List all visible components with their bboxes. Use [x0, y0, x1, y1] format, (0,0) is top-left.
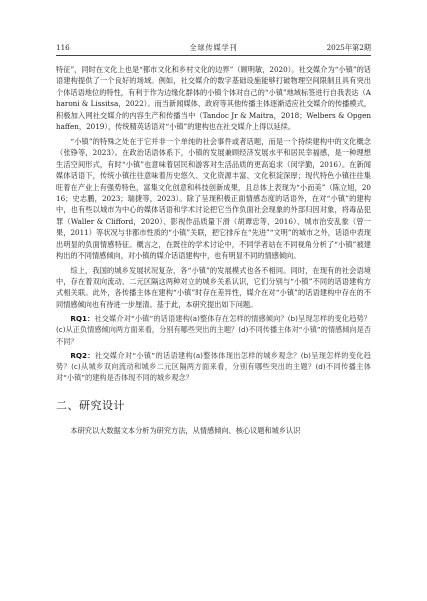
issue-label: 2025年第2期 — [326, 43, 371, 52]
research-question-1 — [56, 313, 371, 347]
section-heading: 二、研究设计 — [56, 399, 125, 413]
rq-text: 社交媒介对“小镇”的话语建构(a)整体存在怎样的情感倾向？(b)呈现怎样的变化趋势？(c)从正负情感倾向两方面来看，分别有哪些突出的主题？(d)不同传播主体对“小镇”的情感倾向是否不同？ — [56, 314, 371, 346]
rq-text: 社交媒介对“小镇”的话语建构(a)整体体现出怎样的城乡观念？(b)呈现怎样的变化趋势？(c)从城乡双向流动和城乡二元区隔两方面来看，分别有哪些突出的主题？(d)不同传播主体对“小镇”的建构是否体现不同的城乡观念？ — [56, 350, 371, 383]
research-question-2 — [56, 350, 371, 384]
rq-label: RQ1： — [70, 314, 95, 324]
paragraph: 特征”，同时在文化上也是“都市文化和乡村文化的边界”（顾明敏，2020）。社交媒介为“小镇”的话语建构提供了一个良好的场域。例如，社交媒介的数字基础设施能够打破物理空间限制且具有突出个体话语地位的特性，有利于作为边缘化群体的小镇个体对自己的“小镇”地域标签进行自我表达（Aharoni & Lissitsa，2022）。而当新闻媒体、政府等其他传播主体逐渐适应社交媒介的传播模式，积极加入网社交媒介的内容生产和传播当中（Tandoc Jr & Maitra，2018；Welbers & Opgenhaffen，2019），传统精英话语对“小镇”的建构也在社交媒介上得以延续。 — [56, 65, 371, 132]
journal-title: 全球传媒学刊 — [189, 43, 238, 52]
rq-label: RQ2： — [70, 350, 95, 360]
paragraph: 本研究以大数据文本分析为研究方法，从情感倾向、核心议题和城乡认识 — [70, 426, 301, 436]
paragraph: 综上，我国的城乡发展状况复杂，各“小镇”的发展模式也各不相同。同时，在现有的社会语境中，存在着双向流动、二元区隔这两种对立的城乡关系认识，它们分别与“小镇”不同的话语建构方式相关联。此外，各传播主体在建构“小镇”时存在差异性，媒介在对“小镇”的话语建构中存在的不同情感倾向也有待进一步厘清。基于此，本研究提出如下问题。 — [56, 265, 371, 309]
article-body — [56, 64, 371, 437]
running-header — [56, 42, 371, 54]
page-number: 116 — [56, 43, 70, 52]
header-rule — [56, 55, 371, 56]
paragraph: “小镇”的特殊之处在于它并非一个单纯的社会事件或者话题，而是一个持续建构中的文化概念（张铮等，2023）。在政治话语体系下，小镇的发展兼顾经济发展水平和居民幸福感，是一种理想生活空间形式，有时“小镇”也意味着居民和游客对生活品质的更高追求（闵学勤，2016）。在新闻媒体话语下，传统小镇往往意味着历史悠久、文化资源丰富、文化积淀深厚；现代特色小镇往往集旺着在产业上有强势特色，富集文化创意和科技创新成果，且总体上表现为“小而美”（陈立旭，2016；史志鹏，2023；瑞捷等，2023）。除了呈现积极正面情感态度的话语外，在对“小镇”的建构中，也有些以城市为中心的媒体话语和学术讨论把它当作负面社会现象的外部归因对象，将毒品犯罪（Waller & Clifford，2020）、影视作品质量下滑（胡谭忠等，2016）、城市治安乱象（曾一果，2011）等状况与非都市性质的“小镇”关联，把它排斥在“先进”“文明”的城市之外，话语中表现出明显的负面情感特征。概言之，在既往的学术讨论中，不同学者站在不同视角分析了“小镇”被建构出的不同情感倾向，对小镇的媒介话语建构中，也有明显不同的情感倾向。 — [56, 137, 371, 261]
